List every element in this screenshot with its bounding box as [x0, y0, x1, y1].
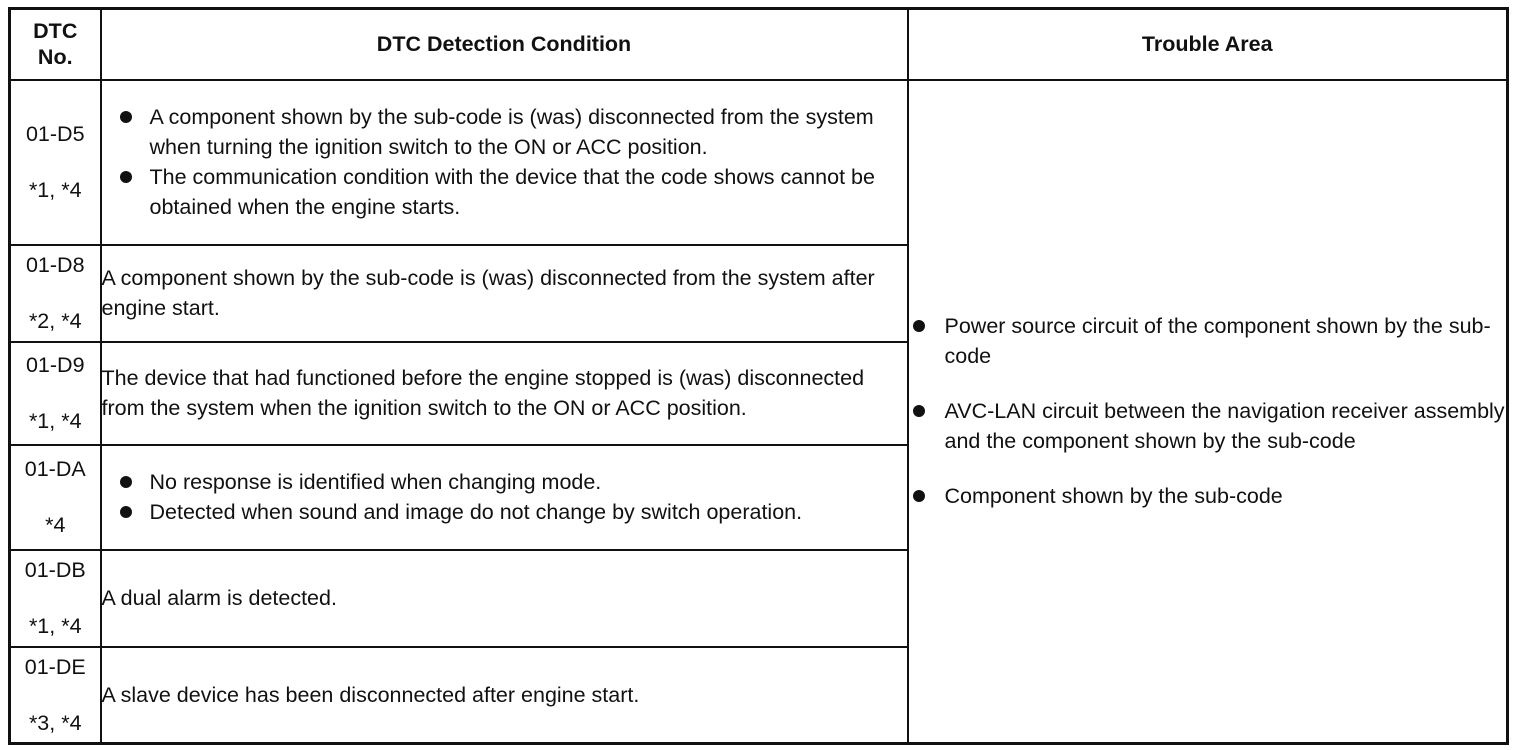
condition-text: A slave device has been disconnected after engine start. — [101, 647, 908, 744]
dtc-table — [8, 7, 1509, 745]
dtc-code-cell — [10, 342, 101, 445]
table-row — [10, 80, 1508, 245]
dtc-code: 01-D8 — [25, 253, 85, 277]
condition-text: The device that had functioned before the engine stopped is (was) disconnected from the system when the ignition switch to the ON or ACC position. — [101, 342, 908, 445]
header-trouble-area: Trouble Area — [908, 9, 1508, 80]
dtc-code: 01-DA — [24, 457, 86, 481]
dtc-code-cell — [10, 245, 101, 342]
trouble-area-cell — [908, 80, 1508, 744]
dtc-code: 01-DE — [24, 654, 86, 679]
dtc-note: *1, *4 — [28, 178, 82, 202]
header-condition: DTC Detection Condition — [101, 9, 908, 80]
dtc-note: *1, *4 — [28, 409, 82, 433]
condition-text: A component shown by the sub-code is (was) disconnected from the system after engine start. — [101, 245, 908, 342]
trouble-area-item: Component shown by the sub-code — [909, 481, 1507, 511]
dtc-note: *4 — [45, 513, 66, 537]
dtc-code: 01-DB — [24, 558, 86, 582]
header-row — [10, 9, 1508, 80]
dtc-code: 01-D9 — [25, 353, 85, 377]
condition-bullet: A component shown by the sub-code is (was) disconnected from the system when turning the ignition switch to the ON or ACC position. — [102, 102, 907, 162]
dtc-note: *2, *4 — [28, 309, 82, 333]
condition-cell — [101, 80, 908, 245]
dtc-code-cell — [10, 80, 101, 245]
dtc-code: 01-D5 — [25, 122, 85, 146]
trouble-area-item: Power source circuit of the component shown by the sub-code — [909, 311, 1507, 371]
trouble-area-item: AVC-LAN circuit between the navigation receiver assembly and the component shown by the sub-code — [909, 396, 1507, 456]
dtc-code-cell — [10, 550, 101, 647]
condition-bullet: The communication condition with the device that the code shows cannot be obtained when the engine starts. — [102, 162, 907, 222]
header-dtc-no: DTC No. — [10, 9, 101, 80]
dtc-code-cell — [10, 445, 101, 550]
condition-cell — [101, 445, 908, 550]
dtc-code-cell — [10, 647, 101, 744]
dtc-note: *1, *4 — [28, 614, 82, 638]
dtc-note: *3, *4 — [28, 710, 82, 735]
condition-bullet: No response is identified when changing mode. — [102, 467, 907, 497]
condition-text: A dual alarm is detected. — [101, 550, 908, 647]
condition-bullet: Detected when sound and image do not change by switch operation. — [102, 497, 907, 527]
